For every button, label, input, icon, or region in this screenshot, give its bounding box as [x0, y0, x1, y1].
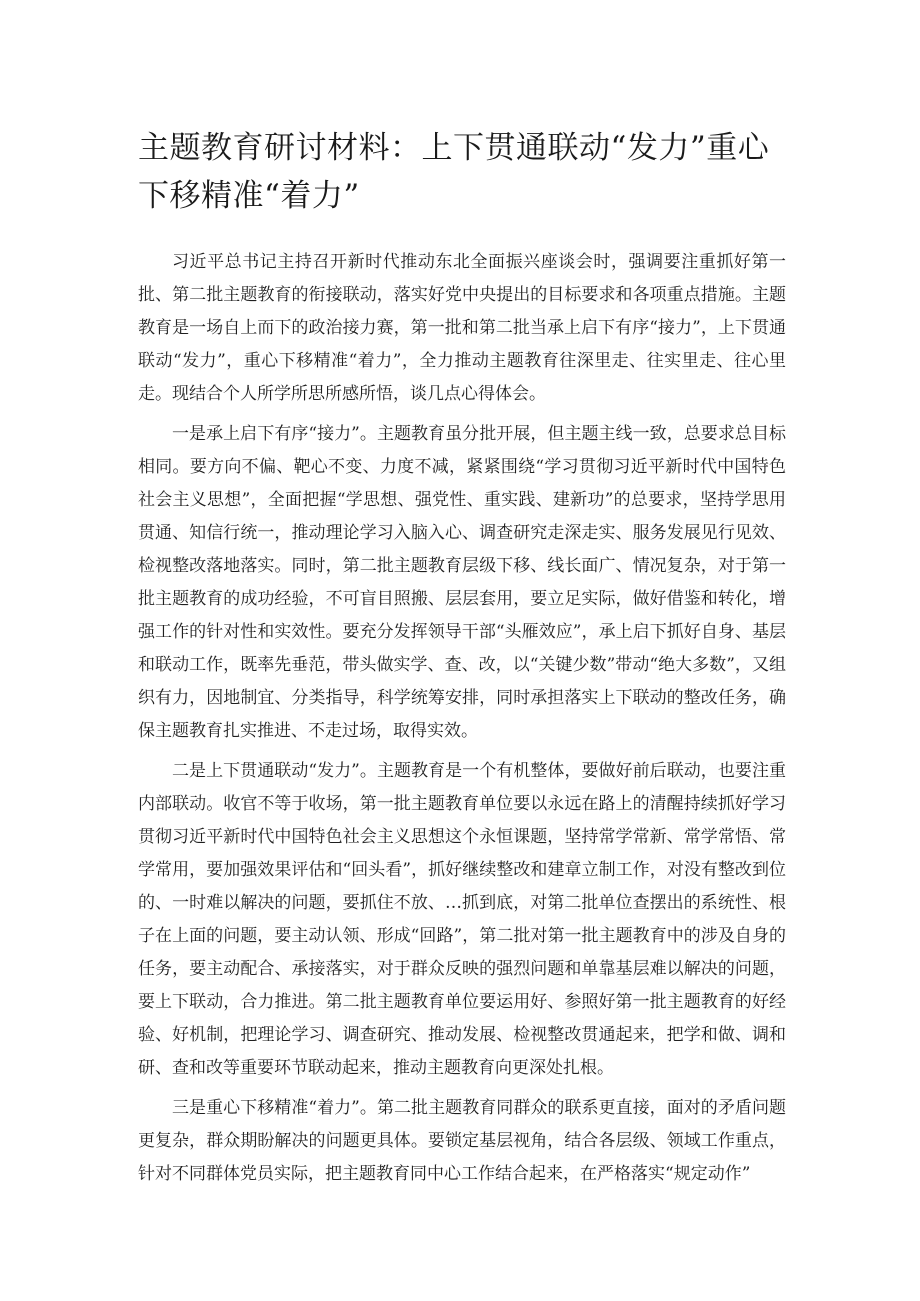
section-two-paragraph: 二是上下贯通联动“发力”。主题教育是一个有机整体，要做好前后联动，也要注重内部联动。收官不等于收场，第一批主题教育单位要以永远在路上的清醒持续抓好学习贯彻习近平新时代中国特色社会主义思想这个永恒课题，坚持常学常新、常学常悟、常学常用，要加强效果评估和“回头看”，抓好继续整改和建章立制工作，对没有整改到位的、一时难以解决的问题，要抓住不放、…抓到底，对第二批单位查摆出的系统性、根子在上面的问题，要主动认领、形成“回路”，第二批对第一批主题教育中的涉及自身的任务，要主动配合、承接落实，对于群众反映的强烈问题和单靠基层难以解决的问题，要上下联动，合力推进。第二批主题教育单位要运用好、参照好第一批主题教育的好经验、好机制，把理论学习、调查研究、推动发展、检视整改贯通起来，把学和做、调和研、查和改等重要环节联动起来，推动主题教育向更深处扎根。	[138, 761, 786, 1078]
section-three-paragraph: 三是重心下移精准“着力”。第二批主题教育同群众的联系更直接，面对的矛盾问题更复杂，群众期盼解决的问题更具体。要锁定基层视角，结合各层级、领域工作重点，针对不同群体党员实际，把主题教育同中心工作结合起来，在严格落实“规定动作”	[138, 1098, 786, 1184]
document-title: 主题教育研讨材料：上下贯通联动“发力”重心下移精准“着力”	[138, 130, 770, 214]
document-page	[138, 124, 786, 1198]
section-one-paragraph: 一是承上启下有序“接力”。主题教育虽分批开展，但主题主线一致，总要求总目标相同。要方向不偏、靶心不变、力度不减，紧紧围绕“学习贯彻习近平新时代中国特色社会主义思想”，全面把握“学思想、强党性、重实践、建新功”的总要求，坚持学思用贯通、知信行统一，推动理论学习入脑入心、调查研究走深走实、服务发展见行见效、检视整改落地落实。同时，第二批主题教育层级下移、线长面广、情况复杂，对于第一批主题教育的成功经验，不可盲目照搬、层层套用，要立足实际，做好借鉴和转化，增强工作的针对性和实效性。要充分发挥领导干部“头雁效应”，承上启下抓好自身、基层和联动工作，既率先垂范，带头做实学、查、改，以“关键少数”带动“绝大多数”，又组织有力，因地制宜、分类指导，科学统筹安排，同时承担落实上下联动的整改任务，确保主题教育扎实推进、不走过场，取得实效。	[138, 424, 786, 741]
intro-paragraph: 习近平总书记主持召开新时代推动东北全面振兴座谈会时，强调要注重抓好第一批、第二批主题教育的衔接联动，落实好党中央提出的目标要求和各项重点措施。主题教育是一场自上而下的政治接力赛，第一批和第二批当承上启下有序“接力”，上下贯通联动“发力”，重心下移精准“着力”，全力推动主题教育往深里走、往实里走、往心里走。现结合个人所学所思所感所悟，谈几点心得体会。	[138, 252, 786, 404]
